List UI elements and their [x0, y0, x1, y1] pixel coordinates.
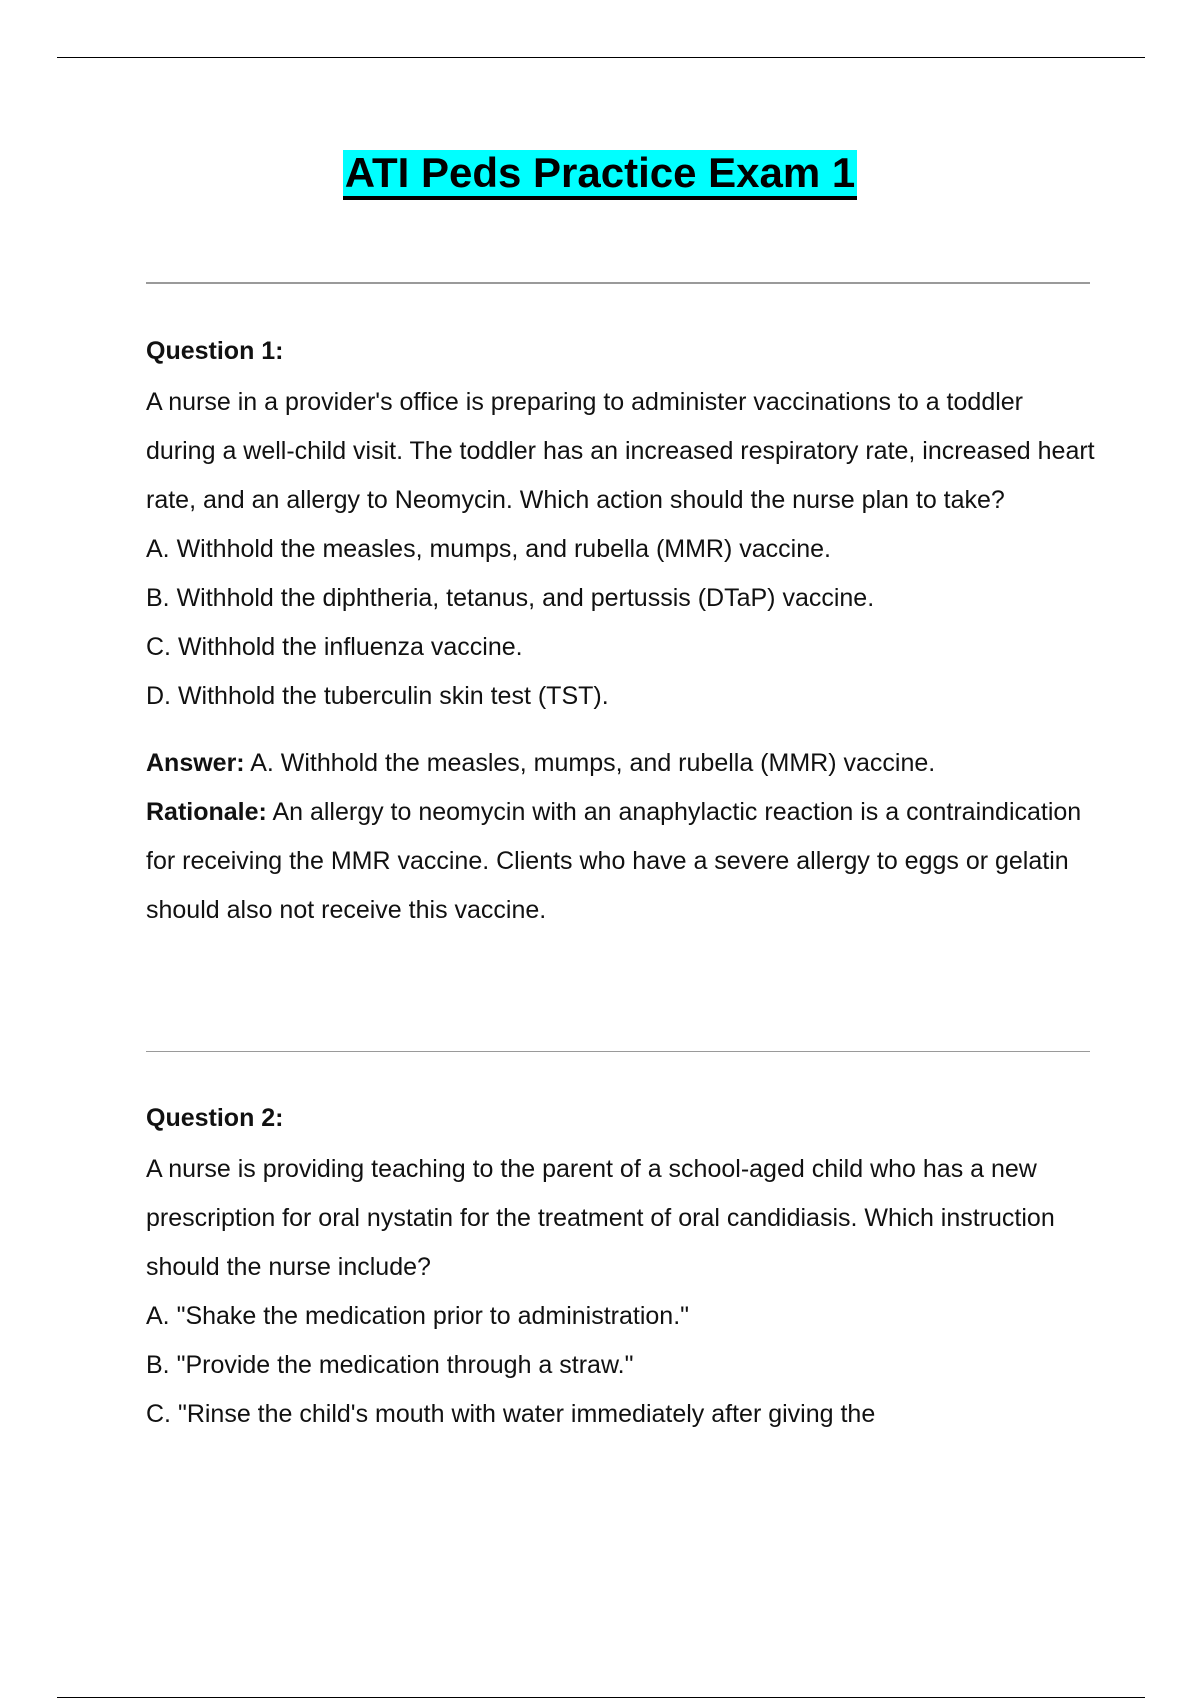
- answer-text: A. Withhold the measles, mumps, and rubella (MMR) vaccine.: [250, 749, 936, 777]
- rationale-text: An allergy to neomycin with an anaphylactic reaction is a contraindication for receiving the MMR vaccine. Clients who have a severe allergy to eggs or gelatin should also not receive this vaccine.: [146, 798, 1082, 924]
- option-c: C. Withhold the influenza vaccine.: [146, 633, 523, 661]
- rationale-paragraph: [146, 788, 1096, 935]
- page-title: ATI Peds Practice Exam 1: [343, 150, 857, 200]
- question-block-1: [146, 334, 1096, 935]
- section-divider: [146, 1051, 1090, 1052]
- page-top-rule: [57, 57, 1145, 58]
- page-bottom-rule: [57, 1697, 1145, 1698]
- title-container: [0, 150, 1200, 200]
- rationale-label: Rationale:: [146, 798, 267, 826]
- answer-options: [146, 1292, 1096, 1439]
- question-text: A nurse in a provider's office is preparing to administer vaccinations to a toddler during a well-child visit. The toddler has an increased respiratory rate, increased heart rate, and an allergy to Neomycin. Which action should the nurse plan to take?: [146, 388, 1095, 514]
- answer-options: [146, 525, 1096, 721]
- question-heading: Question 1:: [146, 337, 284, 365]
- option-d: D. Withhold the tuberculin skin test (TST).: [146, 682, 609, 710]
- answer-line: [146, 739, 1096, 788]
- section-divider: [146, 282, 1090, 284]
- question-block-2: [146, 1101, 1096, 1439]
- question-heading: Question 2:: [146, 1104, 284, 1132]
- question-text: A nurse is providing teaching to the parent of a school-aged child who has a new prescription for oral nystatin for the treatment of oral candidiasis. Which instruction should the nurse include?: [146, 1155, 1055, 1281]
- answer-label: Answer:: [146, 749, 245, 777]
- option-a: A. Withhold the measles, mumps, and rubella (MMR) vaccine.: [146, 535, 831, 563]
- option-b: B. Withhold the diphtheria, tetanus, and pertussis (DTaP) vaccine.: [146, 584, 875, 612]
- option-a: A. "Shake the medication prior to administration.": [146, 1302, 690, 1330]
- option-b: B. "Provide the medication through a straw.": [146, 1351, 634, 1379]
- option-c: C. "Rinse the child's mouth with water immediately after giving the: [146, 1400, 876, 1428]
